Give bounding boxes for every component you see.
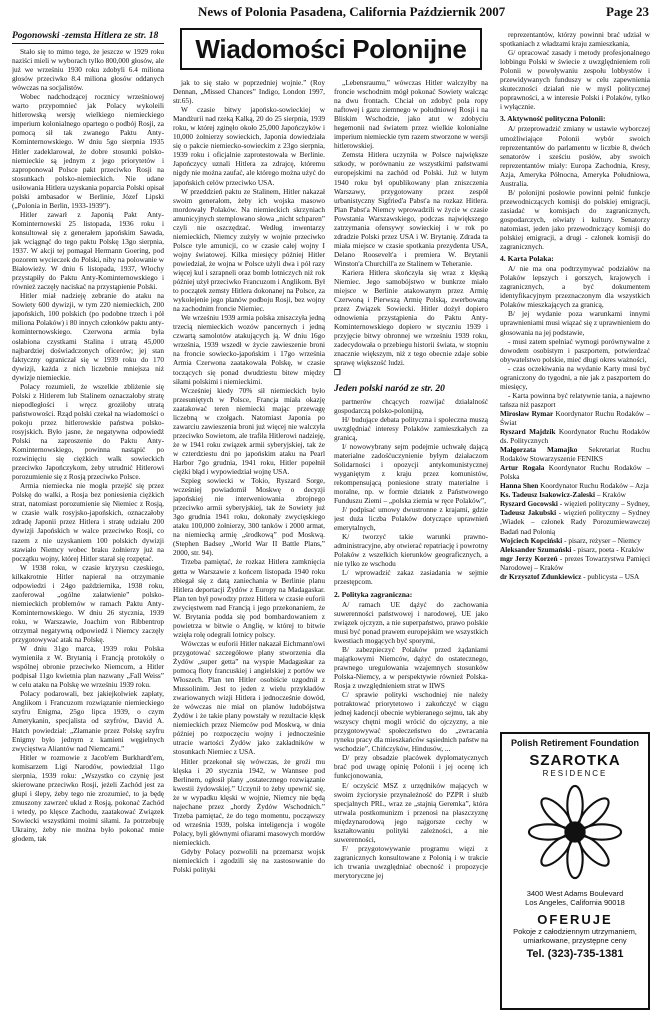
masthead: News of Polonia Pasadena, California Październik 2007 [198,4,506,19]
paragraph: Hitler miał nadzieję zebranie do ataku na Sowiety 600 dywizji, w tym 220 niemieckich, 200 japońskich, 100 polskich (po podobne trzech i pół miliona Polaków) i 80 innych członków paktu anty-kominternowskiego. Czerwona armia była osłabiona czystkami Stalina i utratą 45,000 najbardziej doświadczonych oficerów; jej stan faktyczny ograniczał się w 1939 roku do 170 dywizji, każda z nich liczebnie mniejsza niż dywizje niemieckie. [12,291,164,382]
ad-org-name: Polish Retirement Foundation [510,738,639,748]
paragraph: A/ przeprowadzić zmiany w ustawie wyborczej umożliwiające Polonii wybór swoich reprezentantów do parlamentu w liczbie 8, dwóch senatorów i sześciu posłów, aby swoich reprezentantów miały: Europa Zachodnia, Kresy, Azja, Ameryka Północna, Ameryka Południowa, Australia. [500,124,650,188]
signatures-list [500,409,650,581]
paragraph: W dniu 31go marca, 1939 roku Polska wymieniła z W. Brytanią i Francją protokóły o wspólnej obronie przeciwko Niemcom, a Hitler podpisał 11go kwietnia plan nazwany „Fall Weiss” w celu ataku na Polskę we wrześniu 1939 roku. [12,644,164,690]
article-heading-jeden-polski-narod: Jeden polski naród ze str. 20 [334,383,445,394]
signature-role: Koordynator Ruchu Rodaków – Polska [500,463,650,482]
signature-role: - więzień polityczny – Sydney ,Wiadek – członek Rady Porozumiewawczej Badań nad Polonią [500,508,650,536]
list-karta-polaka [500,264,650,409]
ad-phone: Tel. (323)-735-1381 [526,948,624,960]
signature-role: Koordynator Ruchu Rodaków – Świat [500,408,650,427]
signature-name: Wojciech Kopciński [500,535,563,545]
signature-entry [500,508,650,535]
paragraph: Stało się to mimo tego, że jeszcze w 1929 roku naziści mieli w wyborach tylko 800,000 głosów, ale już we wrześniu 1930 roku zdobyli 6.4 miliona głosów przeciwko 8.4 miliona głosów oddanych wówczas na socjalistów. [12,47,164,93]
ad-address-line1: 3400 West Adams Boulevard [526,889,624,898]
paragraph: K/ tworzyć takie warunki prawno-administracyjne, aby otwierać repatriację i powrotny Polaków z wszelkich kierunków geograficznych, a nie tylko ze wschodu [334,532,488,569]
edelweiss-logo-icon [527,784,623,880]
paragraph: Hitler w rozmowie z Jacob'em Burkhardt'em, komisarzem Ligi Narodów, powiedział 11go sierpnia, 1939 roku: „Wszystko co czynię jest skierowane przeciwko Rosji, jeżeli Zachód jest za głupi i ślepy, żeby tego nie zrozumieć, to ja będę zmuszony zawrzeć układ z Rosją, pokonać Zachód i wtedy, po klęsce Zachodu, zaatakować Związek Sowiecki wszystkimi moimi siłami. Ja potrzebuję Ukrainy, żeby nie można było pokonać mnie głodem, tak [12,752,164,844]
ad-desc-line1: Pokoje z całodziennym utrzymaniem, [513,927,637,936]
column-2 [173,78,325,1014]
subheading-karta-polaka: 4. Karta Polaka: [500,254,554,264]
ad-residence-label: RESIDENCE [542,769,608,778]
paragraph: W przeddzień paktu ze Stalinem, Hitler nakazał swoim generałom, żeby ich wojska masowo mordowały Polaków. Na niemieckich skrzyniach amunicyjnych stemplowano słowa „nicht schparen” czyli nie oszczędzać. Według inwentarzy niemieckich, Niemcy zużyły w wojnie przeciwko Polsce tyle amunicji, co w czasie całej wojny I wojny światowej. Kilka miesięcy później Hitler powiedział, że wojna w Polsce użyli dwa i pół razy więcej kul i szrapneli oraz bomb lotniczych niż rok później użył przeciwko Francuzom i Anglikom. Był to początek zemsty Hitlera dokonanej na Polsce, za wykolejenie jego planów podboju Rosji, bez wojny na zachodnim froncie Niemiec. [173,186,325,314]
list-aktywnosc-polityczna [500,124,650,251]
article-body-end [334,78,488,368]
signature-entry [500,572,650,581]
signature-name: Mirosław Rymar [500,408,554,418]
signature-entry [500,463,650,481]
signature-name: Hanna Shen [500,481,539,491]
signature-name: Ryszard Majdzik [500,427,556,437]
paragraph: Wobec nadchodzącej rocznicy wrześniowej warto przypomnieć jak Polacy wykoleili hitlerowską wersję wielkiego niemieckiego imperium kolonialnego opartego o podbój Rosji, za pomocą sił tak zwanego Paktu Anty-Kominternowskiego. W dniu 5go sierpnia 1935 Hitler zadeklarował, że dobre stosunki polsko-niemieckie są jednym z jego priorytetów i zaproponował Polsce pakt przeciwko Rosji na stosunkach polsko-niemieckich. Nie udane usiłowania Hitlera uzyskania poparcia Polski opisał polski ambasador w Berlinie, Józef Lipski („Polonia in Berlin, 1933-1939”). [12,92,164,210]
paragraph: B/ zabezpieczyć Polaków przed żądaniami majątkowymi Niemców, dążyć do ostatecznego, prawnego uregulowania wzajemnych stosunków Polska-Niemcy, a w perspektywie również Polska-Rosja z uwzględnieniem strat w IIWS [334,644,488,690]
paragraph: D/ przy obsadzie placówek dyplomatycznych brać pod uwagę opinię Polonii i jej ocenę ich funkcjonowania, [334,753,488,781]
column-1 [12,30,164,1014]
signature-entry [500,481,650,490]
paragraph: Hitler przekonał się wówczas, że groźi mu klęska i 20 stycznia 1942, w Wannsee pod Berlinem, ogłosił plany „ostatecznego rozwiązanie kwestii żydowskiej.” Uczynił to żeby upewnić się, że w wypadku klęski w wojnie, Niemcy nie będą najechane przez „hordy Żydów Wschodnich.” Trzeba pamiętać, że do tego momentu, począwszy od września 1939, polska inteligencja i wogóle Polacy, byli głównymi ofiarami masowych mordów niemieckich. [173,756,325,847]
subheading-polityka-zagraniczna: 2. Polityka zagraniczna: [334,589,413,599]
signature-entry [500,427,650,445]
paragraph: I/ nowowybrany sejm podejmie uchwałę dającą materialne zadośćuczynienie byłym działaczom Solidarności i opozycji antykomunistycznej wyganiętym z kraju przez komunistów, rekompensującą poniesione straty materialne i moralne, np. w formie dziatek z Państwowego Funduszu Ziemi – „polska ziemia w ręce Polaków”, [334,441,488,506]
article-body-pogonowski [12,47,164,843]
paragraph: C/ sprawie polityki wschodniej nie należy potraktować priorytetowo i zakończyć w ciągu jednej kadencji obecnie wybieranego sejmu, tak aby wszyscy chętni mogli wrócić do ojczyzny, a nie przygotowywać społeczeństwo do „zwracania ryneku pracy dla mieszkańców sąsiednich państw na wschodzie”, Chińczyków, Hindusów, ... [334,690,488,754]
paragraph: - musi zatem spełniać wymogi porównywalne z dowodem osobistym i paszportem, potwierdzać obywatelstwo polskie, mieć długi okres ważności, [500,336,650,364]
signature-name: Tadeusz Jakubski [500,508,557,518]
paragraph: G/ opracować zasady i metody profesjonalnego lobbingu Polski w świecie z uwzględnieniem roli Polonii w powoływaniu zespołu lobbystów i przewidywanych funduszy w celu zapewnienia skuteczności działań nie w myśl politycznej poprawności, a w interesie Polski i Polaków, tylko i wyłącznie. [500,48,650,112]
paragraph: J/ podpisać umowy dwustronne z krajami, gdzie jest duża liczba Polaków dotyczące uprawnień emerytalnych, [334,505,488,533]
signature-role: - publicysta – USA [581,571,640,581]
paragraph: Hitler zawarł z Japonią Pakt Anty-Kominternowski 25 listopada, 1936 roku i konsultował się z generałem japońskim Sawada, jak wciągnąć do tego paktu Polskę 13go sierpnia, 1937. W akcji tej pomagał Hermann Goering, pod pozorem wycieczek do Polski, niby na polowanie w Białowieży. W dniu 6 listopada, 1937, Włochy przystąpiły do Paktu Anty-Kominternowskiego i również zaczęły naciskać na przystąpienie Polski. [12,209,164,292]
paragraph: B/ jej wydanie poza warunkami innymi uprawnieniami musi wiązać się z uprawnieniem do głosowania na jej podstawie, [500,309,650,337]
signature-entry [500,490,650,499]
signature-entry [500,409,650,427]
paragraph: - czas oczekiwania na wydanie Karty musi być ograniczony do tygodni, a nie jak z paszportem do miesięcy, [500,363,650,391]
signature-name: Ryszard Gocowski [500,499,558,509]
paragraph: W 1938 roku, w czasie kryzysu czeskiego, kilkakrotnie Hitler napierał na otrzymanie odpowiedzi i 24go października, 1938 roku, zaoferował „ogólne załatwienie” polsko-niemieckich problemów w ramach Paktu Anty-Kominternowskiego. W dniu 26 stycznia, 1939 roku, w Warszawie, Joachim von Ribbentrop otrzymał negatywną odpowiedź i Niemcy zaczęły przygotowywać atak na Polskę. [12,562,164,645]
page-header [0,0,663,22]
paragraph: E/ oczyścić MSZ z urzędników mających w swoim życiorysie przynależność do PZPR i służb specjalnych PRL, wraz ze „stajnią Geremka”, która utrwala postkomunizm i przenosi na płaszczyznę międzynarodową jego najgorsze cechy w kształtowaniu polityki zależności, a nie suwerenności, [334,780,488,844]
subheading-aktywnosc-polityczna: 3. Aktywność polityczna Polonii: [500,114,606,124]
paragraph: Gdyby Polacy pozwolili na przemarsz wojsk niemieckich i zgodzili się na zastosowanie do Polski polityki [173,846,325,875]
paragraph: Trzeba pamiętać, że rozkaz Hitlera zamknięcia getta w Warszawie z końcem listopada 1940 roku zbiegał się z datą zaniechania w Berlinie planu Hitlera deportacji Żydów z Europy na Madagaskar. Plan ten był powodzy przez Hitlera w czasie euforii zwycięstwem nad Francją i jego przekonaniem, że W. Brytania podda się pod bombardowaniem z powietrza w bitwie o Anglię, w której to bitwie wzięła rolę odegrali lotnicy polscy. [173,557,325,639]
paragraph: Polacy rozumieli, że wszelkie zbliżenie się Polski z Hitlerem lub Stalinem oznaczałoby stratę niepodległości i wręcz groziłoby utratą państwowości. Rząd polski czekał na wiadomości o pokoju przez hitlerowskie państwa polsko-rosyjskich. Było jasne, że negatywna odpowiedź Polski na zaproszenie do Paktu Anty-Kominternowskiego, powinna nastąpić po rozwinięciu się ciężkich walk sowieckich przeciwko Japończykom, żeby utrudnić Hitlerowi porozumienie się z Rosją przeciwko Polsce. [12,381,164,482]
paragraph: reprezentantów, którzy powinni brać udział w spotkaniach z władzami kraju zamieszkania, [500,30,650,49]
signature-entry [500,554,650,572]
signature-role: - pisarz, poeta - Kraków [571,544,644,554]
paragraph: Wówczas w euforii Hitler nakazał Eichmann'owi przygotować szczegółowe plany stworzenia dla Żydów „super getta” na wyspie Madagaskar za pomocą floty francuskiej i angielskiej z portów we Włoszech. Plan ten Hitler osobiście uzgodnił z Mussolinim. Jest to jeden z wielu przykładów zwariowanych wizji Hitlera i jednocześnie dowód, że wówczas nie miał on planów ludobójstwa Żydów i że takie plany powstały w rezultacie klęsk niemieckich przez Niemców pod Moskwą, w dnia później po rozpoczęciu wojny i jednocześnie utracie wartości Żydów jako zakładników w stosunkach Niemiec z USA. [173,638,325,757]
paragraph: We wrześniu 1939 armia polska zniszczyła jedną trzecią niemieckich wozów pancernych i jedną czwartą samolotów atakujących ją. W dniu 16go września, 1939 wszedł w życie zawieszenie broni na froncie sowiecko-japońskim i 17go września Armia Czerwona zaatakowała Polskę, w czasie toczących się ponad dwudziestu bitew między siłami polskimi i niemieckimi. [173,313,325,386]
signature-role: Koordynator Ruchu Rodaków ds. Politycznych [500,427,650,446]
signature-name: mgr Jerzy Korzeń [500,553,558,563]
paragraph: Szpieg sowiecki w Tokio, Ryszard Sorge, wcześniej powiadomił Moskwę o decyzji japońskiej nie interweniowania zbrojnego przeciwko armii syberyjskiej, tak że Sowiety już 3go grudnia 1941 roku, dokonały zwycięskiego ataku 100,000 żołnierzy, 300 tanków i 2000 armat, na niemiecką armię „środkową” pod Moskwą. (Stephen Badsey „World War II Battle Plans,” 2000, str. 94). [173,476,325,558]
paragraph: L/ wprowadzić zakaz zasiadania w sejmie przestępcom. [334,568,488,587]
advertisement-szarotka [500,732,650,1010]
paragraph: - Karta powinna być relatywnie tania, a najewno tańsza niż paszport [500,390,650,409]
article-body-continued [173,78,325,874]
signature-entry [500,545,650,554]
paragraph: Armia niemiecka nie mogła przejść się przez Polskę do walki, a Rosja bez poniesienia ciężkich strat, natomiast porozumienie się Niemiec z Rosją, w czasie walk rosyjsko-japońskich, oznaczałoby zdradę Japonii przez Hitlera i stratę udziału 200 dywizji Japońskich w walce przeciwko Rosji, co razem z nie uzyskaniem 100 polskich dywizji stawiało Niemcy wobec braku żołnierzy już na początku wojny, której Hitler starał się rozpętać. [12,481,164,563]
paragraph: Polacy podarowali, bez jakiejkolwiek zapłaty, Anglikom i Francuzom rozwiązanie niemieckiego szyfru Enigma, 25go lipca 1939, o czym Amerykanin, specjalista od szyfrów, David A. Hatch powiedział: „Złamanie przez Polskę szyfru Enigmy było jednym z kamieni węgielnych zwycięstwa Aliantów nad Niemcami.” [12,689,164,753]
paragraph: partnerów chcących rozwijać działalność gospodarczą polsko-polonijną, [334,396,488,415]
paragraph: A/ nie ma ona podtrzymywać podziałów na Polaków lepszych i gorszych, krajowych i zagranicznych, a być dokumentem identyfikacyjnym przeznaczonym dla wszystkich Polaków mieszkających za granicą, [500,264,650,310]
ad-offer-heading: OFERUJE [537,912,613,927]
signature-name: Artur Rogala [500,463,545,473]
signature-role: - prezes Towarzystwa Pamięci Narodowej – Kraków [500,553,650,572]
list-polityka-zagraniczna [334,600,488,880]
section-title-box [180,28,482,70]
paragraph: W czasie bitwy japońsko-sowieckiej w Mandżurii nad rzeką Kalką, 20 do 25 sierpnia, 1939 roku, w której zginęło około 25,000 Japończyków i 10,000 żołnierzy sowieckich, Japonia dowiedziała się o pakcie niemiecko-sowieckim z 23go sierpnia, 1939 roku i oficjalnie zaprotestowała w Berlinie. Japończycy uznali Hitlera za zdrajcę, któremu nigdy nie można zaufać, ale którego można użyć do japońskich celów przeciwko USA. [173,105,325,187]
signature-role: - więzień polityczny – Sydney, [557,499,650,509]
paragraph: A/ ramach UE dążyć do zachowania suwerenności państwowej i narodowej, UE jako związek ojczyzn, a nie superpaństwo, prawo polskie musi być ponad prawem europejskim we wszystkich kwestiach mogących być sporymi, [334,599,488,645]
signature-entry [500,536,650,545]
paragraph: „Lebensraumu,” wówczas Hitler walczyłby na froncie wschodnim mógł pokonać Sowiety walcząc na dwu frontach. Chciał on zdobyć pola ropy naftowej i gazu ziemnego w południowej Rosji i na Bliskim Wschodzie, jako atut w zdobyciu hegemonii nad światem przez wielkie kolonialne imperium niemieckie tym razem stworzone w wersji hitlerowskiej. [334,78,488,151]
paragraph: Wcześniej kiedy 70% sił niemieckich było przesuniętych w Polsce, Francja miała okazję zaatakować teren niemiecki mając przewagę liczebną w czołgach. Natomiast Japonia po zawarciu zawieszenia broni już więcej nie walczyła przeciwko Sowietom, ale trafiła Hitlerowi nadzieję, że w 1941 roku związek armii syberyjskiej, tak że w czterdziestu dni po japońskim ataku na Pearl Harbor 7go grudnia, 1941 roku, Hitler popełnił ciężki błąd i wypowiedział wojnę USA. [173,385,325,477]
paragraph: Kariera Hitlera skończyła się wraz z klęską Niemiec. Jego samobójstwo w bunkrze miało miejsce w Berlinie atakowanym przez Armię Czerwoną i Pierwszą Armię Polską, zwerbowaną przez Związek Sowiecki. Hitler dożył dopiero odnowienia przystąpienia do Paktu Anty-Kominternowskiego dopiero w styczniu 1939 i przyjęcie bitwy obronnej we wrześniu 1939 roku, zadecydowała o przebiegu historii świata, w stopniu znacznie większym, niż z tego obecnie zdaje sobie sprawę większość ludzi. [334,267,488,368]
signature-role: Sekretariat Ruchu Rodaków Stowarzyszenie FENIKS [500,445,650,464]
paragraph: Zemsta Hitlera uczyniła w Polsce największe szkody, w porównaniu ze wszystkimi państwami europejskimi na zachód od Polski. Już w lutym 1940 roku był opublikowany plan zniszczenia Warszawy, przygotowany przez zespół urbanistyczny Sigfried'a Pabst'a na rozkaz Hitlera. Plan Pabst'a Niemcy wprowadzili w życie w czasie Powstania Warszawskiego, podczas największego zatrzymania ofensywy sowieckiej i w rok po zdradzie Polski przez USA i W. Brytanię. Zdrada ta miała miejsce w czasie spotkania prezydenta USA, Delano Roosevelt'a i premiera W. Brytanii Winston'a Churchill'a ze Stalinem w Teheranie. [334,150,488,268]
paragraph: F/ przygotowywanie programu więzi z zagranicznych konsultowane z Polonią i w trakcie ich trwania uwzględniać obecność i propozycje merytoryczne jej [334,843,488,880]
article-body-jeden-polski-narod [334,397,488,587]
signature-name: dr Krzysztof Zdunkiewicz [500,571,582,581]
signature-name: Aleksander Szumański [500,544,572,554]
end-mark: ❒ [334,367,341,377]
column-3 [334,78,488,1014]
signature-role: - pisarz, reżyser – Niemcy [562,535,641,545]
paragraph: H/ budujące debata polityczna i społeczna muszą uwzględniać interesy Polaków zamieszkałych za granicą, [334,414,488,442]
ad-address-line2: Los Angeles, California 90018 [525,898,625,907]
article-body-col4 [500,30,650,111]
column-4 [500,30,650,730]
signature-name: Małgorzata Mamajko [500,445,578,455]
ad-residence-name: SZAROTKA [529,752,621,769]
section-title: Wiadomości Polonijne [195,33,467,64]
article-heading-pogonowski: Pogonowski -zemsta Hitlera ze str. 18 [12,30,164,44]
ad-desc-line2: umiarkowane, przystępne ceny [523,936,627,945]
signature-name: Ks. Tadeusz Isakowicz-Zaleski [500,490,596,500]
paragraph: B/ polonijni posłowie powinni pełnić funkcje przewodniczących komisji do polskiej emigracji, zasiadać w komisjach do zagranicznych, gospodarczych, oświaty i kultury. Senatorzy natomiast, jeden jako przewodniczący komisji do polskiej emigracji, a drugi - członek komisji do zagranicznych. [500,187,650,252]
signature-role: – Kraków [595,490,626,500]
signature-entry [500,499,650,508]
signature-role: Koordynator Ruchu Rodaków – Azja [538,481,649,491]
paragraph: jak to się stało w poprzedniej wojnie.” (Roy Dennan, „Missed Chances” Indigo, London 1997, str.65). [173,78,325,106]
signature-entry [500,445,650,463]
page-number: Page 23 [606,4,649,19]
